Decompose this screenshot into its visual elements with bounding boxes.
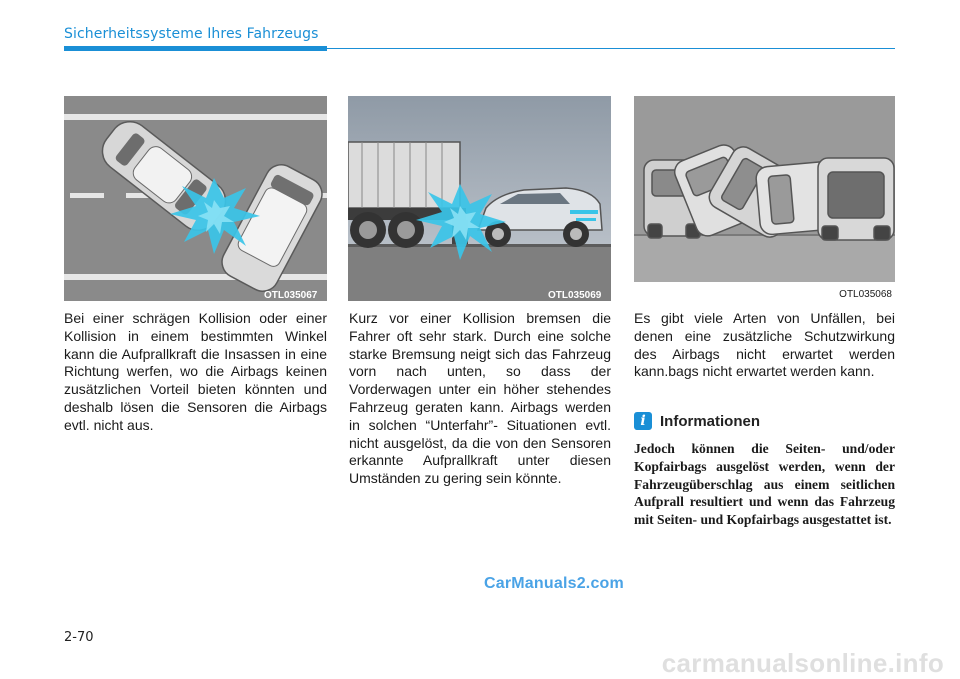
section-divider [327, 48, 895, 49]
section-accent-bar [64, 46, 327, 51]
rollover-illustration [634, 96, 895, 301]
page-number: 2-70 [64, 630, 94, 645]
section-title: Sicherheitssysteme Ihres Fahrzeugs [64, 26, 319, 42]
figure-underride-collision [348, 96, 611, 301]
body-text-column-3: Es gibt viele Arten von Unfällen, bei denen eine zusätzliche Schutzwirkung des Airbags nicht erwartet werden kann.bags nicht erwartet werden kann. [634, 310, 895, 380]
figure-rollover [634, 96, 895, 301]
info-icon: i [634, 412, 652, 430]
info-body: Jedoch können die Seiten- und/oder Kopfairbags ausgelöst werden, wenn der Fahrzeugüberschlag aus einem seitlichen Aufprall resultiert und wenn das Fahrzeug mit Seiten- und Kopfairbags ausgestattet ist. [634, 441, 895, 528]
watermark-link[interactable]: CarManuals2.com [484, 575, 624, 592]
footer-watermark: carmanualsonline.info [661, 648, 944, 678]
underride-collision-illustration [348, 96, 611, 301]
figure-code: OTL035068 [839, 289, 892, 300]
figure-oblique-collision [64, 96, 327, 301]
figure-code: OTL035069 [548, 290, 602, 301]
body-text-column-1: Bei einer schrägen Kollision oder einer Kollision in einem bestimmten Winkel kann die Aufprallkraft die Insassen in eine Richtung werfen, wo die Airbags keinen zusätzlichen Vorteil bieten könnten und deshalb lösen die Sensoren die Airbags evtl. nicht aus. [64, 310, 327, 433]
figure-code: OTL035067 [264, 290, 318, 301]
info-title: Informationen [660, 413, 760, 430]
body-text-column-2: Kurz vor einer Kollision bremsen die Fahrer oft sehr stark. Durch eine solche starke Bremsung neigt sich das Fahrzeug vorn nach unten, so dass der Vorderwagen unter ein höher stehendes Fahrzeug geraten kann. Airbags werden in solchen “Unterfahr”- Situationen evtl. nicht ausgelöst, da die von den Sensoren erkannte Aufprallkraft unter diesen Umständen zu gering sein könnte. [349, 310, 611, 487]
oblique-collision-illustration [64, 96, 327, 301]
